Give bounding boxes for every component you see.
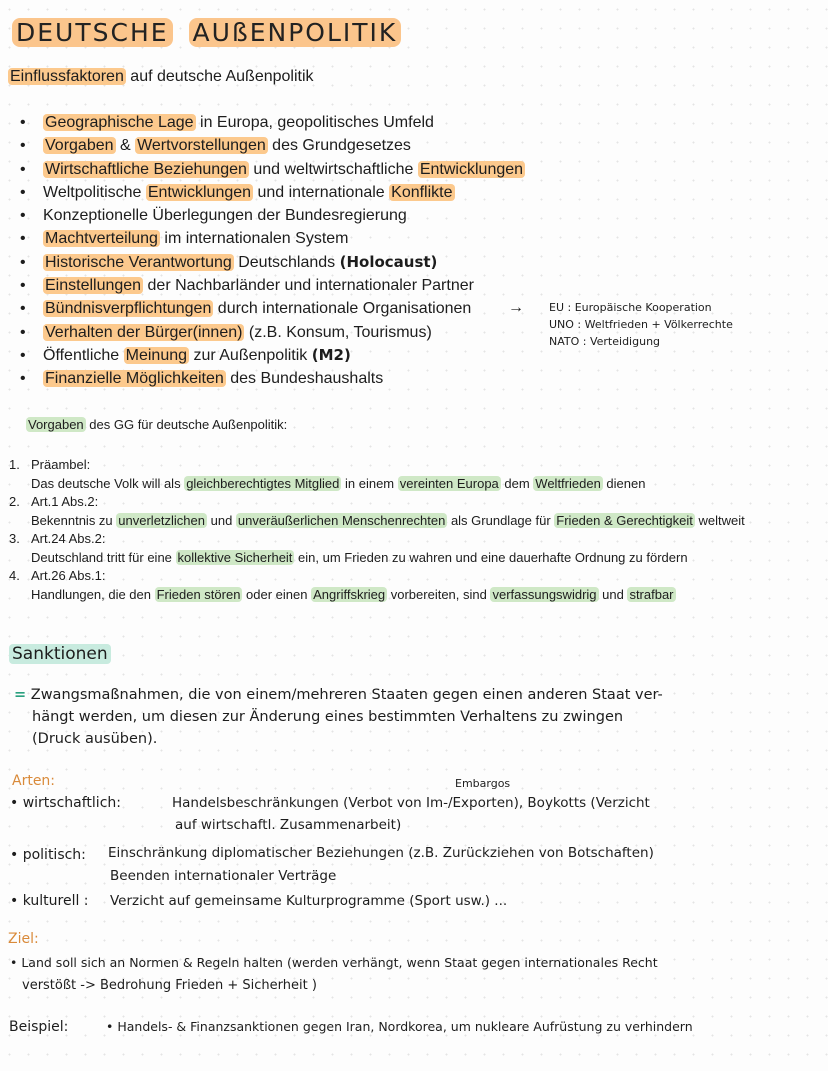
item-label: Art.24 Abs.2: (31, 531, 106, 546)
factor-text: (z.B. Konsum, Tourismus) (244, 323, 432, 341)
beispiel-label: Beispiel: (9, 1019, 69, 1035)
org-eu: EU : Europäische Kooperation (549, 301, 712, 314)
ziel-line: • Land soll sich an Normen & Regeln halten (werden verhängt, wenn Staat gegen internationales Recht (10, 955, 658, 970)
highlight: Angriffskrieg (313, 586, 386, 602)
text: dem (500, 475, 534, 491)
factors-list (20, 111, 525, 391)
factor-text: im internationalen System (159, 230, 349, 248)
org-nato: NATO : Verteidigung (549, 335, 661, 348)
factor-highlight: Vorgaben (45, 137, 114, 155)
text: Bekenntnis zu (31, 512, 117, 528)
factor-text: zur Außenpolitik (189, 346, 312, 364)
factor-highlight: Wertvorstellungen (137, 137, 266, 155)
factor-highlight: Konflikte (391, 183, 453, 201)
text: vorbereiten, sind (387, 586, 491, 602)
factors-heading-rest: auf deutsche Außenpolitik (125, 68, 314, 85)
highlight: unverletzlichen (118, 512, 205, 528)
arten-label-text: Arten: (12, 773, 56, 789)
factor-highlight: Meinung (125, 346, 188, 364)
ziel-label-text: Ziel: (8, 931, 39, 947)
ziel-text (10, 951, 658, 997)
sanktionen-definition (14, 684, 663, 750)
gg-heading (26, 417, 287, 432)
highlight: Frieden & Gerechtigkeit (556, 512, 693, 528)
highlight: strafbar (629, 586, 674, 602)
list-item (9, 567, 745, 604)
page-title (12, 18, 401, 47)
item-number: 3. (9, 531, 20, 546)
list-item (9, 530, 745, 567)
factor-text: Öffentliche (43, 346, 124, 364)
text: und (598, 586, 628, 602)
list-item (20, 321, 525, 344)
definition-line: Zwangsmaßnahmen, die von einem/mehreren Staaten gegen einen anderen Staat ver- (26, 687, 663, 703)
gg-heading-rest: des GG für deutsche Außenpolitik: (85, 417, 288, 432)
factor-text: Deutschlands (233, 253, 340, 271)
factor-highlight: Machtverteilung (45, 230, 158, 248)
list-item (20, 158, 525, 181)
title-part-2: AUßENPOLITIK (189, 18, 402, 47)
item-label: Präambel: (31, 457, 91, 472)
highlight: Frieden stören (156, 586, 241, 602)
highlight: Weltfrieden (535, 475, 601, 491)
factor-text: & (115, 137, 136, 155)
item-text (9, 549, 745, 568)
arten-kulturell-label: • kulturell : (10, 893, 89, 909)
item-number: 4. (9, 568, 20, 583)
list-item (20, 344, 525, 367)
highlight: vereinten Europa (399, 475, 499, 491)
handwritten-note: (M2) (311, 345, 351, 364)
factor-text: Weltpolitische (43, 183, 146, 201)
sanktionen-heading-text: Sanktionen (9, 644, 111, 664)
factor-text: des Grundgesetzes (267, 137, 411, 155)
definition-line: (Druck ausüben). (32, 731, 158, 747)
arten-politisch-line: Einschränkung diplomatischer Beziehungen (z.B. Zurückziehen von Botschaften) (108, 845, 654, 861)
factor-highlight: Entwicklungen (419, 160, 524, 178)
factor-highlight: Bündnisverpflichtungen (45, 300, 212, 318)
arten-wirtschaftlich-line: Handelsbeschränkungen (Verbot von Im-/Exporten), Boykotts (Verzicht (172, 795, 650, 811)
text: Handlungen, die den (31, 586, 155, 602)
factor-text: durch internationale Organisationen (213, 300, 472, 318)
text: in einem (341, 475, 398, 491)
factor-highlight: Wirtschaftliche Beziehungen (45, 160, 247, 178)
handwritten-note: (Holocaust) (339, 252, 438, 271)
ziel-label (8, 931, 39, 947)
factor-text: in Europa, geopolitisches Umfeld (195, 114, 434, 131)
list-item (20, 181, 525, 204)
list-item (20, 134, 525, 157)
factor-text: und weltwirtschaftliche (248, 160, 418, 178)
item-number: 1. (9, 457, 20, 472)
highlight: gleichberechtigtes Mitglied (186, 475, 340, 491)
arrow-icon: → (508, 299, 524, 316)
factor-text: Konzeptionelle Überlegungen der Bundesregierung (43, 207, 407, 225)
text: oder einen (242, 586, 312, 602)
factor-text: des Bundeshaushalts (225, 370, 384, 388)
gg-heading-highlight: Vorgaben (28, 417, 84, 432)
arten-label (12, 773, 55, 789)
factor-text: der Nachbarländer und internationaler Partner (143, 277, 474, 295)
text: ein, um Frieden zu wahren und eine dauerhafte Ordnung zu fördern (294, 549, 688, 565)
text: als Grundlage für (447, 512, 555, 528)
text: dienen (602, 475, 646, 491)
list-item (20, 227, 525, 250)
list-item (20, 274, 525, 297)
list-item (20, 367, 525, 390)
factors-heading (8, 68, 314, 86)
list-item (20, 204, 525, 227)
factor-text: und internationale (253, 183, 390, 201)
factor-highlight: Finanzielle Möglichkeiten (45, 370, 224, 388)
arten-kulturell-line: Verzicht auf gemeinsame Kulturprogramme (Sport usw.) ... (110, 893, 508, 909)
item-label: Art.1 Abs.2: (31, 494, 99, 509)
sanktionen-heading (9, 644, 111, 664)
factors-heading-highlight: Einflussfaktoren (10, 68, 124, 85)
list-item (20, 251, 525, 274)
text: Deutschland tritt für eine (31, 549, 176, 565)
list-item (20, 111, 525, 134)
embargos-note: Embargos (455, 777, 511, 790)
ziel-line: verstößt -> Bedrohung Frieden + Sicherheit ) (22, 978, 317, 993)
text: und (207, 512, 236, 528)
arten-wirtschaftlich-label: • wirtschaftlich: (10, 795, 121, 811)
definition-line: hängt werden, um diesen zur Änderung eines bestimmten Verhaltens zu zwingen (32, 709, 624, 725)
factor-highlight: Historische Verantwortung (45, 253, 232, 271)
organizations-note (549, 299, 733, 350)
text: weltweit (694, 512, 745, 528)
arten-politisch-line: Beenden internationaler Verträge (110, 868, 337, 884)
item-text (9, 586, 745, 605)
highlight: verfassungswidrig (492, 586, 597, 602)
item-label: Art.26 Abs.1: (31, 568, 106, 583)
factor-highlight: Einstellungen (45, 277, 142, 295)
factor-highlight: Entwicklungen (147, 183, 252, 201)
factor-highlight: Geographische Lage (45, 114, 194, 131)
list-item (9, 456, 745, 493)
item-number: 2. (9, 494, 20, 509)
list-item (20, 297, 525, 320)
beispiel-text: • Handels- & Finanzsanktionen gegen Iran, Nordkorea, um nukleare Aufrüstung zu verhindern (106, 1019, 693, 1034)
arten-wirtschaftlich-line: auf wirtschaftl. Zusammenarbeit) (175, 817, 402, 833)
item-text (9, 512, 745, 531)
equals-sign: = (14, 687, 27, 703)
item-text (9, 475, 745, 494)
list-item (9, 493, 745, 530)
factor-highlight: Verhalten der Bürger(innen) (45, 323, 243, 341)
highlight: unveräußerlichen Menschenrechten (237, 512, 446, 528)
gg-list (9, 456, 745, 604)
text: Das deutsche Volk will als (31, 475, 185, 491)
highlight: kollektive Sicherheit (177, 549, 293, 565)
org-uno: UNO : Weltfrieden + Völkerrechte (549, 318, 733, 331)
title-part-1: DEUTSCHE (12, 18, 173, 47)
arten-politisch-label: • politisch: (10, 847, 86, 863)
